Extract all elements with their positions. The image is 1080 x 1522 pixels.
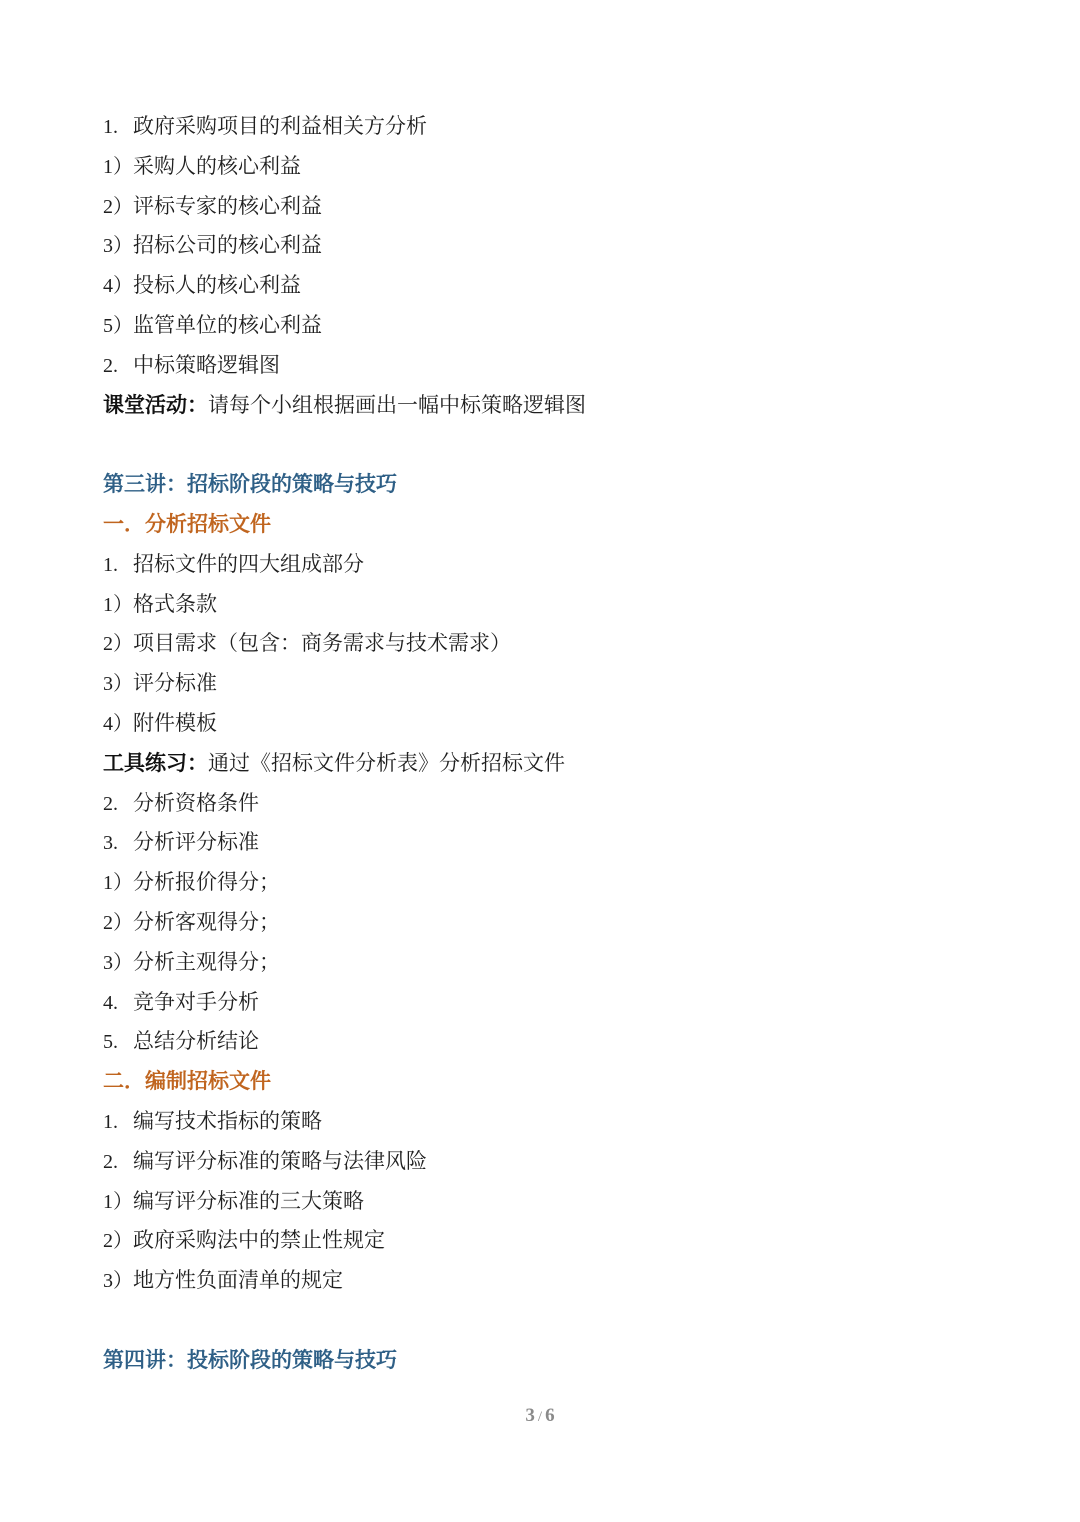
list-item: [103, 266, 983, 306]
list-number: 4）: [103, 712, 133, 735]
list-item: [103, 1221, 983, 1261]
list-item: [103, 147, 983, 187]
list-item: [103, 624, 983, 664]
lecture-heading: 第四讲：投标阶段的策略与技巧: [103, 1347, 397, 1372]
list-number: 2）: [103, 195, 133, 218]
list-text: 项目需求（包含：商务需求与技术需求）: [133, 631, 511, 656]
list-text: 分析报价得分；: [133, 870, 280, 895]
list-text: 采购人的核心利益: [133, 153, 301, 178]
list-text: 总结分析结论: [133, 1029, 259, 1054]
page-content: [103, 107, 983, 1381]
spacer: [103, 425, 983, 465]
list-item: [103, 187, 983, 227]
list-text: 编写评分标准的策略与法律风险: [133, 1148, 427, 1173]
list-item: [103, 903, 983, 943]
list-number: 2）: [103, 1230, 133, 1253]
list-item: [103, 585, 983, 625]
list-item: [103, 943, 983, 983]
list-number: 3）: [103, 235, 133, 258]
list-text: 地方性负面清单的规定: [133, 1268, 343, 1293]
list-text: 评标专家的核心利益: [133, 193, 322, 218]
list-item: [103, 704, 983, 744]
list-number: 2）: [103, 633, 133, 656]
list-number: 1）: [103, 872, 133, 895]
list-item: [103, 306, 983, 346]
list-text: 分析客观得分；: [133, 909, 280, 934]
list-number: 3）: [103, 951, 133, 974]
list-text: 投标人的核心利益: [133, 273, 301, 298]
section-heading: 一．分析招标文件: [103, 511, 271, 536]
list-number: 1.: [103, 1110, 118, 1133]
list-item: [103, 784, 983, 824]
lecture-heading: 第三讲：招标阶段的策略与技巧: [103, 472, 397, 497]
list-text: 中标策略逻辑图: [133, 352, 280, 377]
list-item: [103, 545, 983, 585]
total-pages: 6: [545, 1405, 555, 1426]
list-number: 5.: [103, 1031, 118, 1054]
list-item: [103, 1261, 983, 1301]
list-item: [103, 346, 983, 386]
activity-line: [103, 386, 983, 426]
list-number: 4.: [103, 991, 118, 1014]
list-number: 2.: [103, 354, 118, 377]
tool-practice-line: [103, 744, 983, 784]
tool-practice-text: 通过《招标文件分析表》分析招标文件: [208, 750, 565, 775]
list-text: 政府采购法中的禁止性规定: [133, 1228, 385, 1253]
list-text: 评分标准: [133, 671, 217, 696]
list-item: [103, 226, 983, 266]
list-text: 监管单位的核心利益: [133, 312, 322, 337]
list-number: 1.: [103, 116, 118, 138]
list-number: 1.: [103, 553, 118, 576]
list-text: 招标公司的核心利益: [133, 233, 322, 258]
tool-practice-label: 工具练习：: [103, 750, 208, 775]
list-number: 3.: [103, 832, 118, 855]
current-page: 3: [525, 1405, 535, 1426]
section-heading: 二．编制招标文件: [103, 1069, 271, 1094]
list-number: 1）: [103, 593, 133, 616]
list-item: [103, 664, 983, 704]
list-text: 格式条款: [133, 591, 217, 616]
list-item: [103, 1142, 983, 1182]
list-number: 5）: [103, 314, 133, 337]
list-number: 1）: [103, 1190, 133, 1213]
list-item: [103, 1102, 983, 1142]
list-number: 1）: [103, 155, 133, 178]
list-number: 3）: [103, 1270, 133, 1293]
list-number: 4）: [103, 275, 133, 298]
list-text: 分析资格条件: [133, 790, 259, 815]
list-text: 分析评分标准: [133, 830, 259, 855]
list-number: 2.: [103, 792, 118, 815]
list-item: [103, 863, 983, 903]
list-text: 编写技术指标的策略: [133, 1108, 322, 1133]
list-item: [103, 107, 983, 147]
list-item: [103, 1182, 983, 1222]
list-number: 2）: [103, 911, 133, 934]
list-text: 分析主观得分；: [133, 949, 280, 974]
list-item: [103, 983, 983, 1023]
list-text: 招标文件的四大组成部分: [133, 551, 364, 576]
activity-text: 请每个小组根据画出一幅中标策略逻辑图: [208, 392, 586, 417]
list-text: 编写评分标准的三大策略: [133, 1188, 364, 1213]
spacer: [103, 1301, 983, 1341]
activity-label: 课堂活动：: [103, 392, 208, 417]
list-item: [103, 1022, 983, 1062]
page-number: [0, 1405, 1080, 1427]
page-separator: /: [537, 1409, 543, 1425]
list-number: 3）: [103, 673, 133, 696]
list-item: [103, 823, 983, 863]
list-text: 政府采购项目的利益相关方分析: [133, 114, 427, 138]
list-text: 附件模板: [133, 710, 217, 735]
list-number: 2.: [103, 1150, 118, 1173]
list-text: 竞争对手分析: [133, 989, 259, 1014]
